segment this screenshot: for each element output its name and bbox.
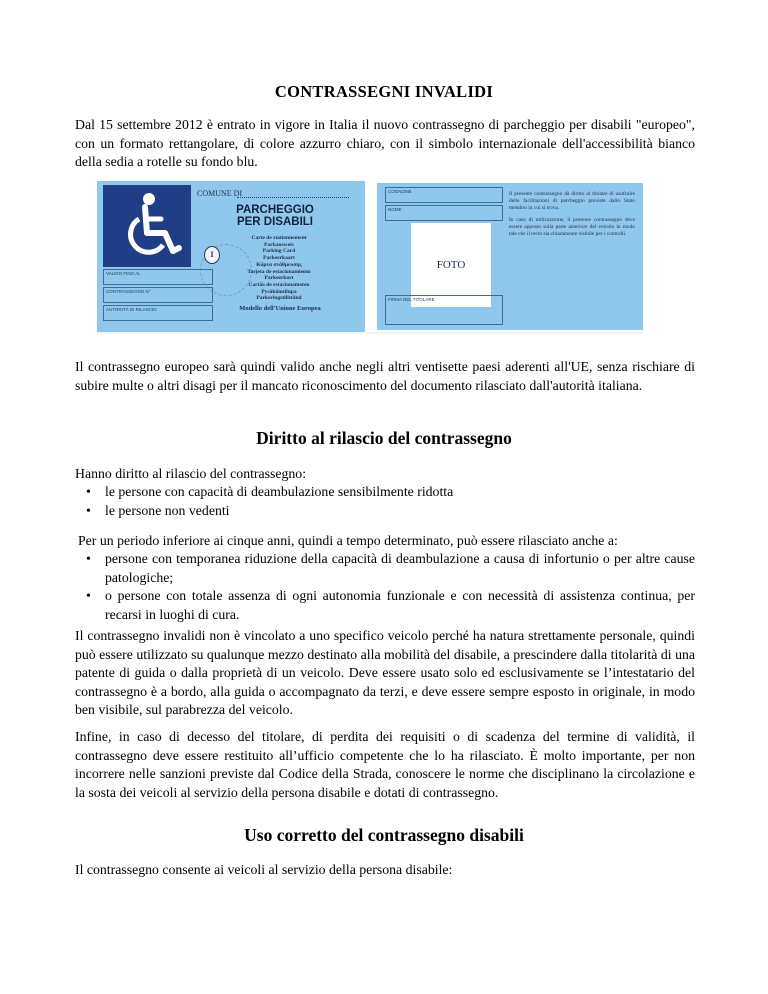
card-back xyxy=(377,183,643,330)
para-restituzione: Infine, in caso di decesso del titolare, di perdita dei requisiti o di scadenza del termine di validità, il contrassegno deve essere restituito all’ufficio competente che lo ha rilasciato. È molto importante, per non incorrere nelle sanzioni previste dal Codice della Strada, conoscere le norme che disciplinano la circolazione e la sosta dei veicoli al servizio della persona disabile e dotati di contrassegno. xyxy=(75,729,695,800)
name-label: NOME xyxy=(388,207,402,212)
card-back-text1: Il presente contrassegno dà diritto al titolare di usufruire delle facilitazioni di parcheggio previste dallo Stato membro in cui si trova. xyxy=(509,191,635,211)
authority-field xyxy=(103,305,213,321)
list-item-text: le persone con capacità di deambulazione sensibilmente ridotta xyxy=(105,484,454,499)
para-europeo: Il contrassegno europeo sarà quindi valido anche negli altri ventisette paesi aderenti all'UE, senza rischiare di subire multe o altri disagi per il mancato riconoscimento del documento rilasciato dall'autorità italiana. xyxy=(75,359,695,393)
language-line: Pysäköintilupa xyxy=(261,288,297,295)
list-item xyxy=(75,483,695,502)
heading-uso: Uso corretto del contrassegno disabili xyxy=(244,825,524,845)
language-line: Carte de stationnement xyxy=(251,235,307,241)
signature-field xyxy=(385,295,503,325)
authority-label: AUTORITÀ DI RILASCIO xyxy=(106,307,157,312)
language-line: Κάρτα στάθμευσης xyxy=(256,261,302,268)
bullet-icon: • xyxy=(86,551,91,566)
number-label: CONTRASSEGNO N° xyxy=(106,289,151,294)
document-title: CONTRASSEGNI INVALIDI xyxy=(274,82,494,101)
comune-label: COMUNE DI xyxy=(197,189,243,198)
bullet-list-periodo xyxy=(75,550,695,624)
bullet-icon: • xyxy=(86,502,91,518)
language-line: Parkeringstillstånd xyxy=(256,295,302,302)
language-line: Parkeerkort xyxy=(264,275,294,282)
comune-line xyxy=(237,197,349,198)
diritto-intro: Hanno diritto al rilascio del contrassegno: xyxy=(75,466,307,481)
bullet-list-diritto xyxy=(75,483,695,520)
illustration-shadow xyxy=(97,332,643,335)
para-vincolo: Il contrassegno invalidi non è vincolato a uno specifico veicolo perché ha natura strettamente personale, quindi può essere utilizzato su qualunque mezzo destinato alla mobilità del disabile, a prescindere dalla titolarità di una patente di guida o dalla proprietà di un veicolo. Deve essere usato solo ed esclusivamente se l’intestatario del contrassegno è a bordo, alla guida o accompagnato da terzi, e deve essere sempre esposto in originale, in modo ben visibile, sul parabrezza del veicolo. xyxy=(75,628,695,717)
wheelchair-icon xyxy=(103,185,191,267)
bullet-icon: • xyxy=(86,588,91,603)
language-line: Cartão de estacionamento xyxy=(248,281,310,288)
validity-label: VALIDO FINO AL xyxy=(106,271,141,276)
card-languages xyxy=(219,235,339,302)
name-field xyxy=(385,205,503,221)
list-item-text: le persone non vedenti xyxy=(105,502,230,518)
language-line: Parkausweis xyxy=(264,241,294,248)
number-field xyxy=(103,287,213,303)
wheelchair-symbol xyxy=(103,185,191,267)
language-line: Tarjeta de estacionamiento xyxy=(247,268,311,275)
country-badge: I xyxy=(204,246,220,264)
contrassegno-illustration xyxy=(97,181,643,332)
photo-box: FOTO xyxy=(411,223,491,307)
language-line: Parkeerkaart xyxy=(263,255,295,262)
card-front xyxy=(97,181,365,332)
intro-paragraph: Dal 15 settembre 2012 è entrato in vigore in Italia il nuovo contrassegno di parcheggio per disabili "europeo", con un formato rettangolare, di colore azzurro chiaro, con il simbolo internazionale dell'accessibilità bianco della sedia a rotelle su fondo blu. xyxy=(75,117,695,169)
card-back-text xyxy=(509,191,635,243)
card-footer: Modello dell'Unione Europea xyxy=(239,305,321,312)
card-heading-line1: PARCHEGGIO xyxy=(236,204,314,216)
validity-field xyxy=(103,269,213,285)
language-line: Parking Card xyxy=(262,248,296,255)
list-item-text: persone con temporanea riduzione della capacità di deambulazione a causa di infortunio o per altre cause patologiche; xyxy=(105,551,695,585)
list-item xyxy=(75,502,695,521)
uso-intro: Il contrassegno consente ai veicoli al servizio della persona disabile: xyxy=(75,862,453,877)
list-item xyxy=(75,587,695,624)
card-heading-line2: PER DISABILI xyxy=(236,216,314,228)
bullet-icon: • xyxy=(86,484,91,499)
card-heading xyxy=(205,204,345,228)
surname-label: COGNOME xyxy=(388,189,412,194)
list-item-text: o persone con totale assenza di ogni autonomia funzionale e con necessità di assistenza continua, per recarsi in luoghi di cura. xyxy=(105,588,695,622)
signature-label: FIRMA DEL TITOLARE xyxy=(388,297,435,302)
heading-diritto: Diritto al rilascio del contrassegno xyxy=(256,428,512,448)
card-back-text2: In caso di utilizzazione, il presente contrassegno deve essere apposto sulla parte anteriore del veicolo in modo tale che il recto sia chiaramente visibile per i controlli. xyxy=(509,217,635,237)
list-item xyxy=(75,550,695,587)
periodo-intro: Per un periodo inferiore ai cinque anni, quindi a tempo determinato, può essere rilasciato anche a: xyxy=(78,533,618,548)
surname-field xyxy=(385,187,503,203)
